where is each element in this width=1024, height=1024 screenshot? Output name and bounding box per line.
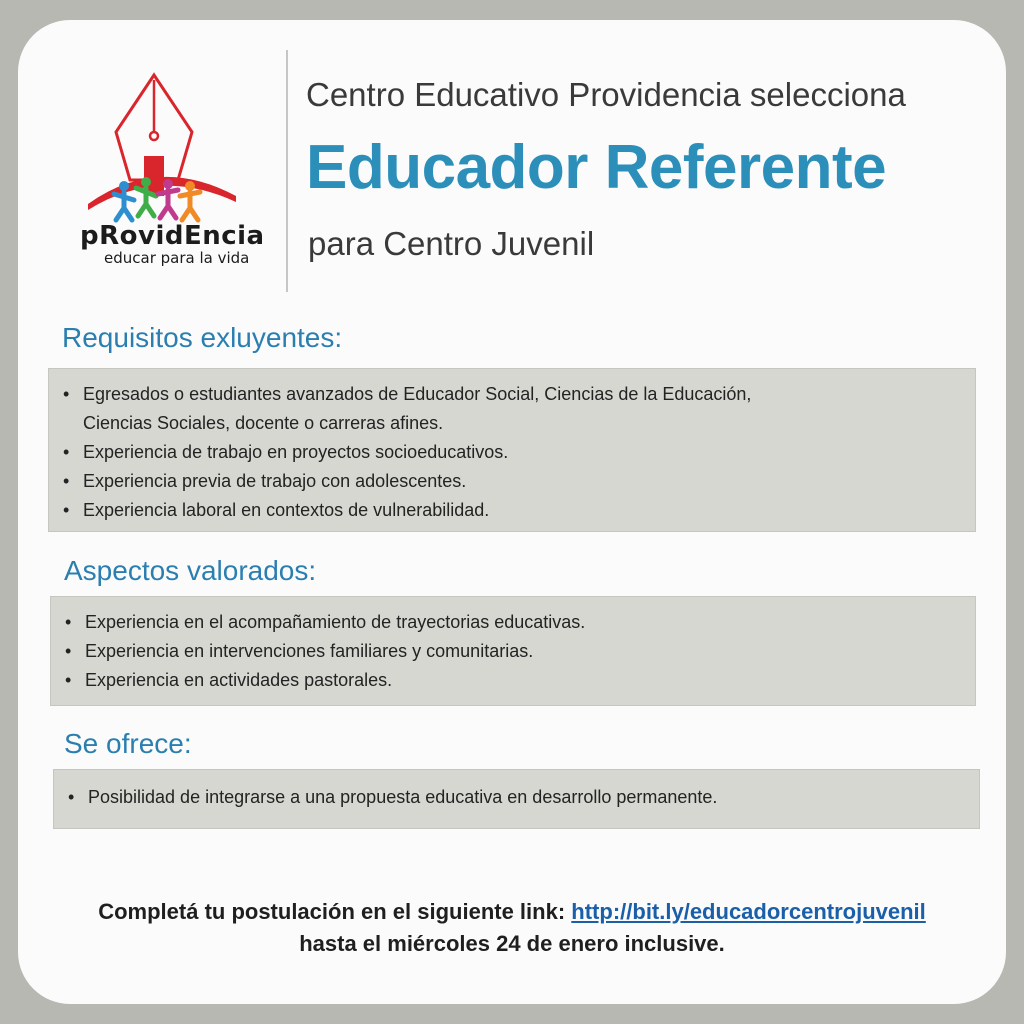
ofrece-title: Se ofrece: xyxy=(64,728,192,759)
ofrece-list xyxy=(54,783,979,812)
logo-name: pRovidEncia xyxy=(80,221,265,251)
requisitos-list xyxy=(49,380,975,525)
logo-tagline: educar para la vida xyxy=(104,249,250,267)
list-item: • Egresados o estudiantes avanzados de Educador Social, Ciencias de la Educación, Ciencias Sociales, docente o carreras afines. xyxy=(49,380,975,438)
list-item: • Experiencia laboral en contextos de vulnerabilidad. xyxy=(49,496,975,525)
aspectos-title: Aspectos valorados: xyxy=(64,555,317,586)
list-item: • Experiencia en intervenciones familiares y comunitarias. xyxy=(51,637,975,666)
list-item: • Posibilidad de integrarse a una propuesta educativa en desarrollo permanente. xyxy=(54,783,979,812)
footer-line-1 xyxy=(0,896,1024,928)
footer xyxy=(0,896,1024,960)
footer-prefix: Completá tu postulación en el siguiente link: xyxy=(98,899,566,924)
ofrece-box xyxy=(53,769,980,829)
header-line-3: para Centro Juvenil xyxy=(308,225,595,262)
aspectos-list xyxy=(51,608,975,695)
aspectos-box xyxy=(50,596,976,706)
list-item: • Experiencia en actividades pastorales. xyxy=(51,666,975,695)
providencia-logo xyxy=(74,70,264,282)
list-item: • Experiencia de trabajo en proyectos socioeducativos. xyxy=(49,438,975,467)
footer-deadline: hasta el miércoles 24 de enero inclusive. xyxy=(299,931,725,956)
requisitos-box xyxy=(48,368,976,532)
header-divider xyxy=(286,50,288,292)
list-item: • Experiencia previa de trabajo con adolescentes. xyxy=(49,467,975,496)
page-title: Educador Referente xyxy=(306,133,887,202)
list-item: • Experiencia en el acompañamiento de trayectorias educativas. xyxy=(51,608,975,637)
logo-text xyxy=(80,222,265,266)
requisitos-title: Requisitos exluyentes: xyxy=(62,322,343,353)
application-link[interactable]: http://bit.ly/educadorcentrojuvenil xyxy=(571,899,926,924)
header-line-1: Centro Educativo Providencia selecciona xyxy=(306,76,906,113)
